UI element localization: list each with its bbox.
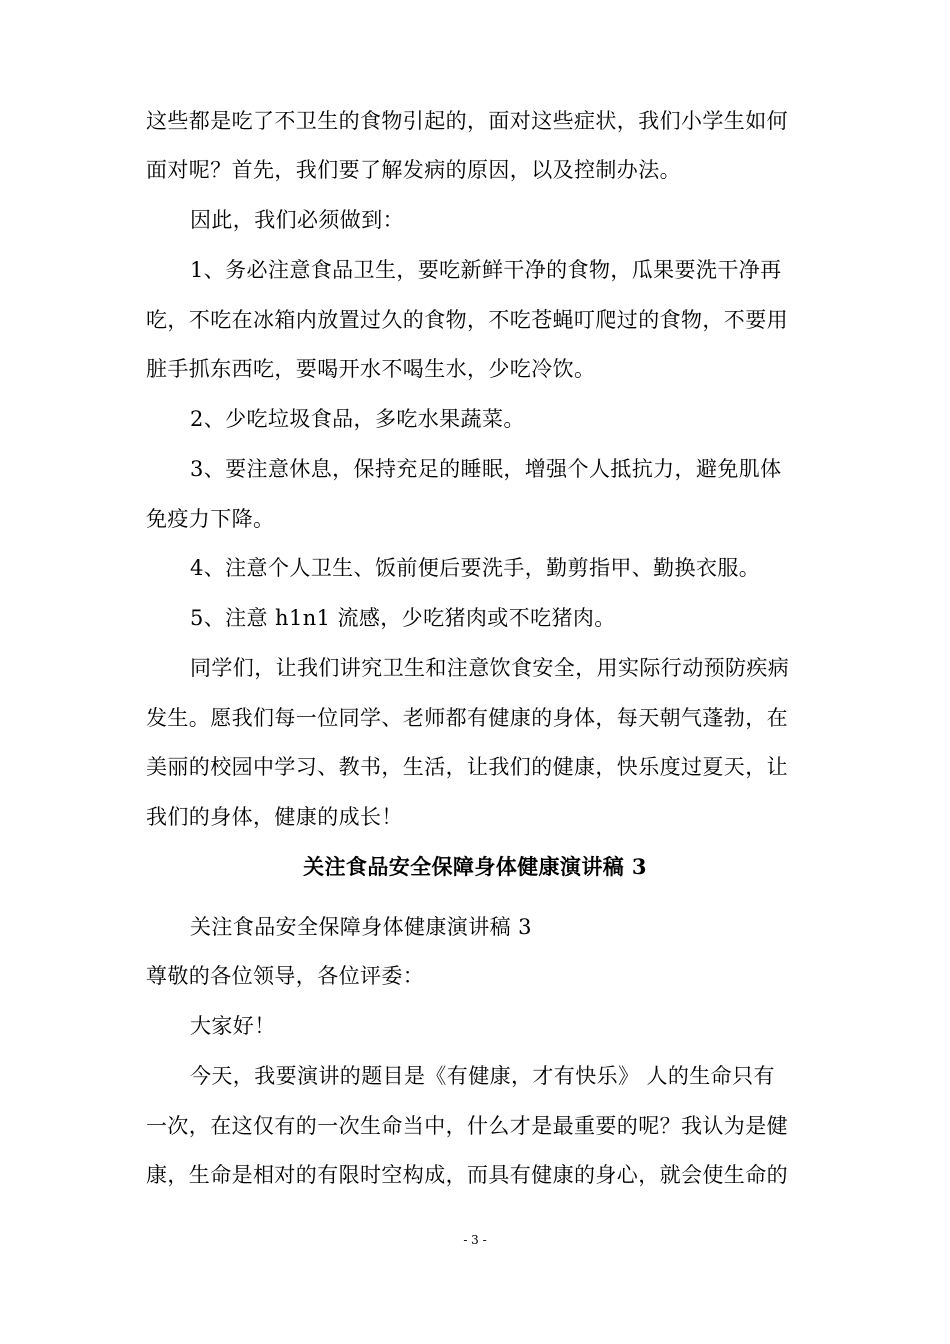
text-line: 一次，在这仅有的一次生命当中，什么才是最重要的呢？我认为是健 bbox=[146, 1114, 788, 1138]
text-line: 面对呢？首先，我们要了解发病的原因，以及控制办法。 bbox=[146, 158, 681, 182]
page-number: - 3 - bbox=[463, 1233, 487, 1247]
text-line: 发生。愿我们每一位同学、老师都有健康的身体，每天朝气蓬勃，在 bbox=[146, 706, 788, 730]
text-line: 3、要注意休息，保持充足的睡眠，增强个人抵抗力，避免肌体 bbox=[190, 457, 782, 481]
section-heading: 关注食品安全保障身体健康演讲稿 3 bbox=[303, 854, 647, 879]
text-line: 同学们，让我们讲究卫生和注意饮食安全，用实际行动预防疾病 bbox=[190, 656, 790, 680]
text-line: 1、务必注意食品卫生，要吃新鲜干净的食物，瓜果要洗干净再 bbox=[190, 258, 782, 282]
text-line: 我们的身体，健康的成长！ bbox=[146, 805, 403, 829]
text-line: 免疫力下降。 bbox=[146, 507, 275, 531]
text-line: 今天，我要演讲的题目是《有健康，才有快乐》 人的生命只有 bbox=[190, 1064, 775, 1088]
text-line: 脏手抓东西吃，要喝开水不喝生水，少吃冷饮。 bbox=[146, 357, 596, 381]
text-line: 这些都是吃了不卫生的食物引起的，面对这些症状，我们小学生如何 bbox=[146, 109, 788, 133]
text-line: 4、注意个人卫生、饭前便后要洗手，勤剪指甲、勤换衣服。 bbox=[190, 556, 761, 580]
text-line: 康，生命是相对的有限时空构成，而具有健康的身心，就会使生命的 bbox=[146, 1163, 788, 1187]
text-line: 美丽的校园中学习、教书，生活，让我们的健康，快乐度过夏天，让 bbox=[146, 755, 788, 779]
text-line: 关注食品安全保障身体健康演讲稿 3 bbox=[190, 915, 532, 939]
text-line: 5、注意 h1n1 流感，少吃猪肉或不吃猪肉。 bbox=[190, 606, 616, 630]
text-line: 2、少吃垃圾食品，多吃水果蔬菜。 bbox=[190, 407, 525, 431]
text-line: 吃，不吃在冰箱内放置过久的食物，不吃苍蝇叮爬过的食物，不要用 bbox=[146, 308, 788, 332]
text-line: 尊敬的各位领导，各位评委： bbox=[146, 964, 425, 988]
text-line: 因此，我们必须做到： bbox=[190, 208, 404, 232]
text-line: 大家好！ bbox=[190, 1014, 276, 1038]
